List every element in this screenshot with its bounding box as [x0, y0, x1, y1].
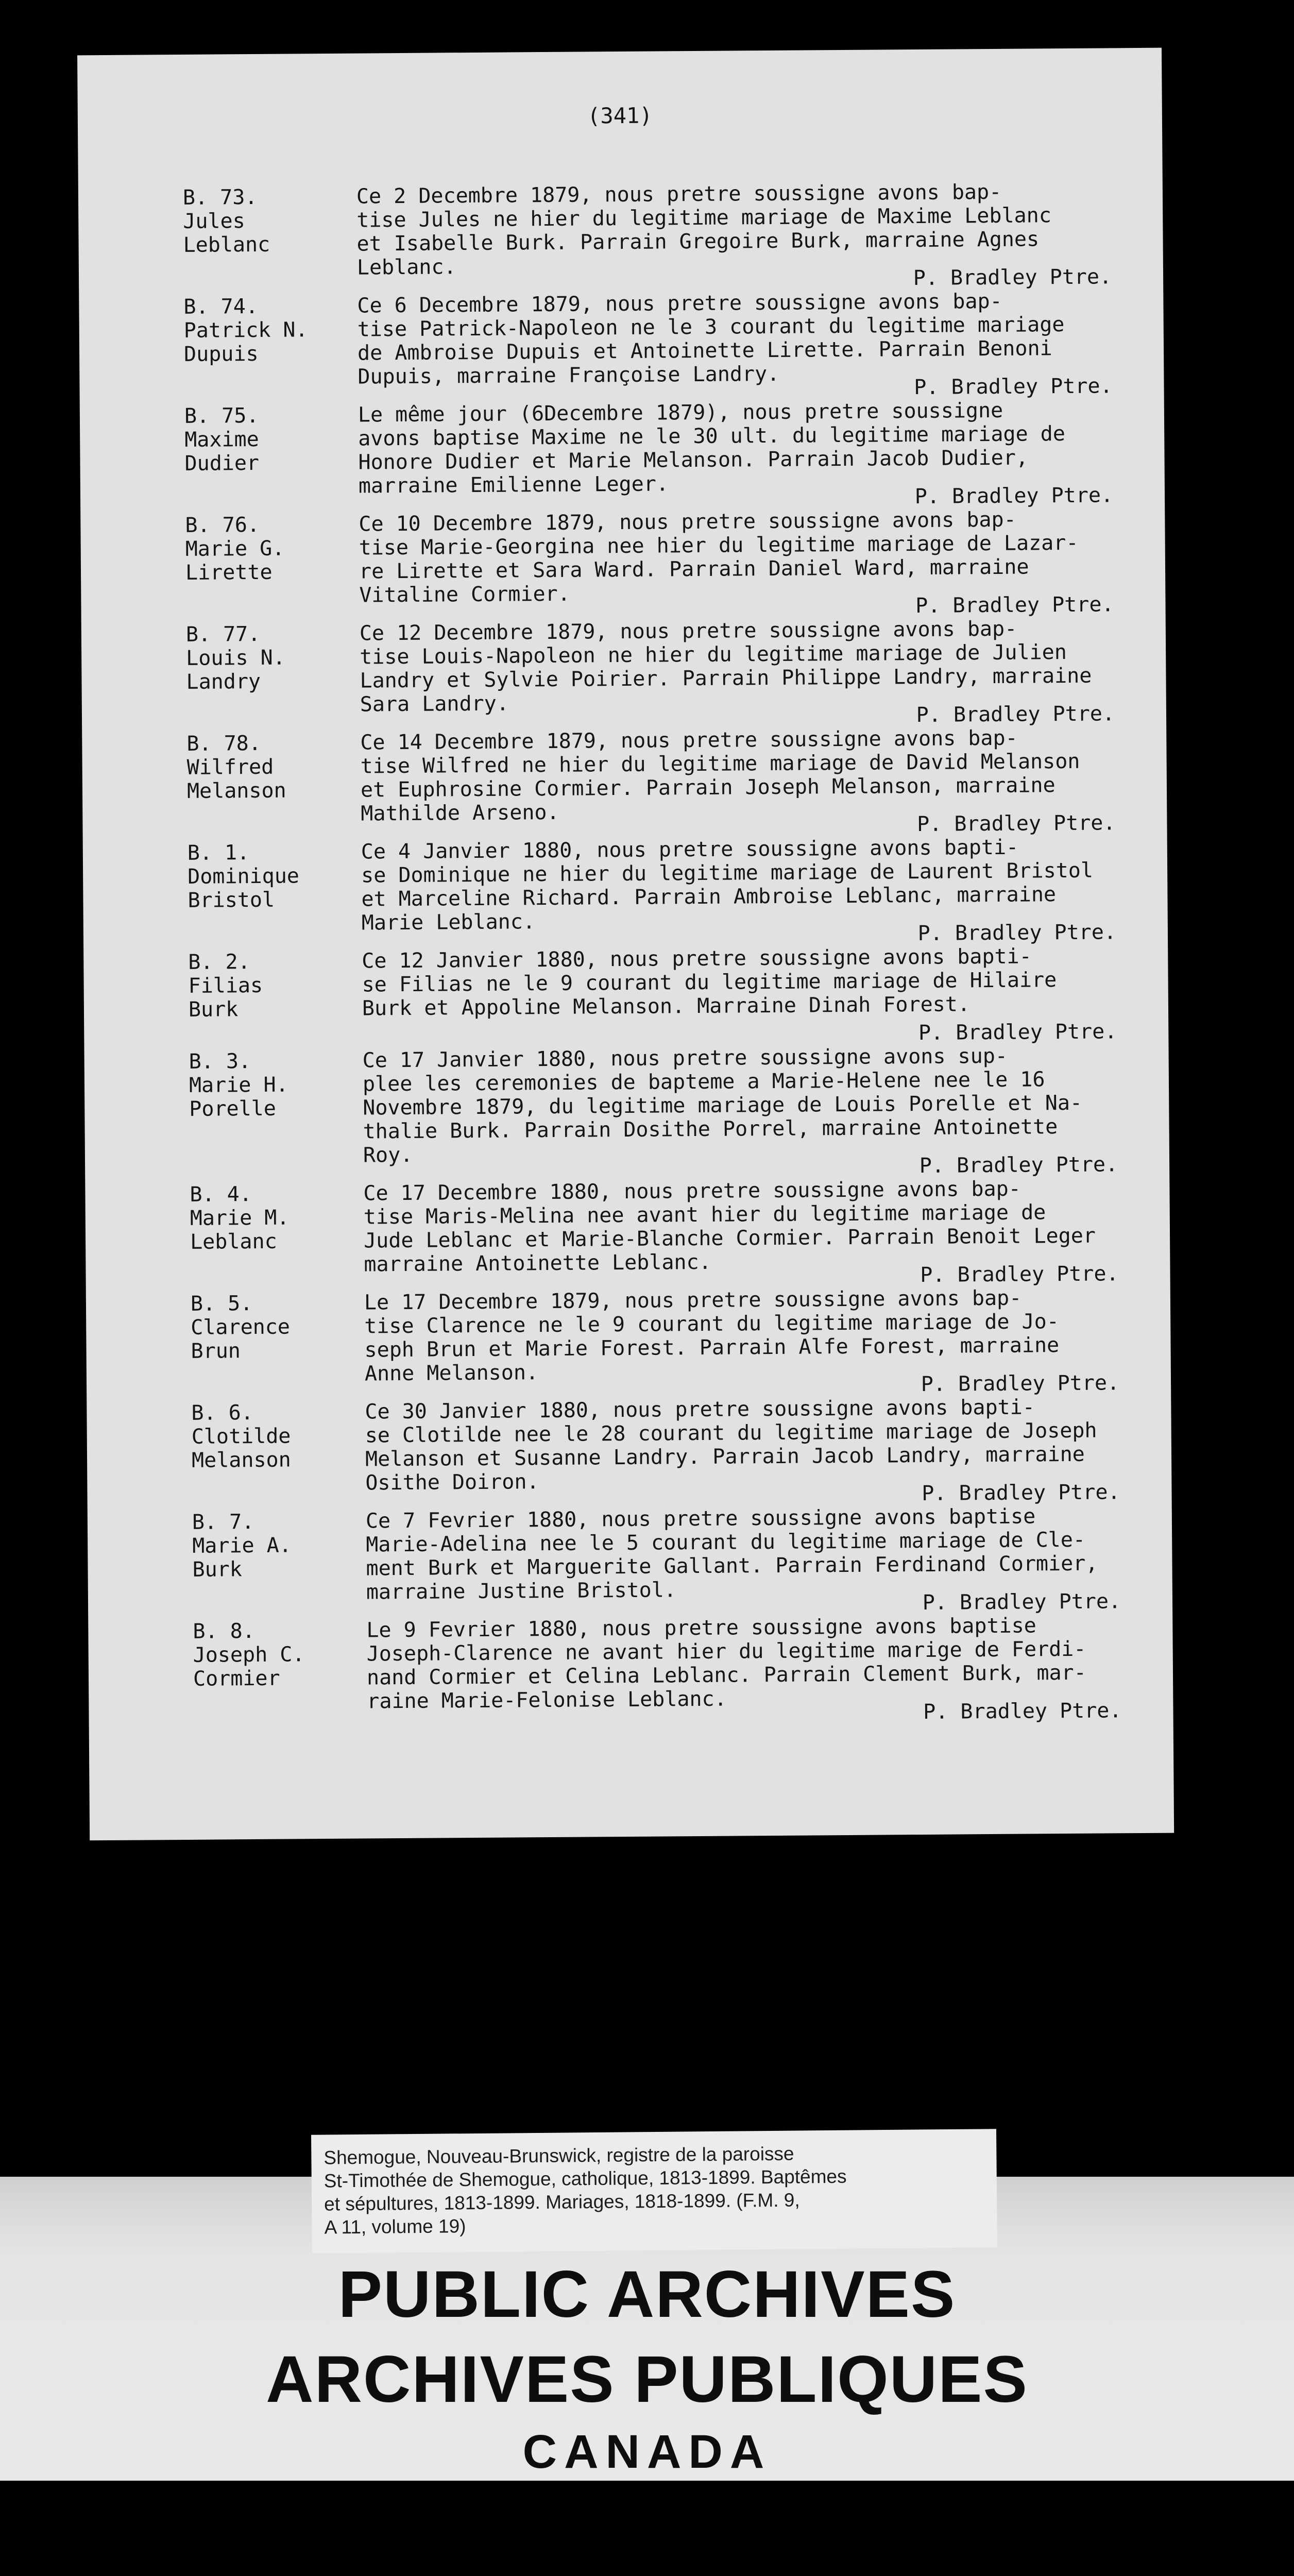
entry-signature: P. Bradley Ptre. [922, 1480, 1120, 1505]
baptism-entry [88, 1613, 1173, 1730]
baptism-entry [78, 179, 1163, 296]
entry-label: B. 73. Jules Leblanc [182, 185, 270, 257]
entry-text: Ce 2 Decembre 1879, nous pretre soussigne avons bap- tise Jules ne hier du legitime mariage de Maxime Leblanc et Isabelle Burk. Parrain Gregoire Burk, marraine Agnes Leblanc. [356, 180, 1051, 280]
baptism-entry [88, 1504, 1172, 1621]
entry-signature: P. Bradley Ptre. [918, 1020, 1117, 1045]
entry-text: Ce 4 Janvier 1880, nous pretre soussigne avons bapti- se Dominique ne hier du legitime mariage de Laurent Bristol et Marceline Richard. Parrain Ambroise Leblanc, marraine Marie Leblanc. [361, 835, 1094, 935]
entry-text: Ce 12 Janvier 1880, nous pretre soussigne avons bapti- se Filias ne le 9 courant du legitime mariage de Hilaire Burk et Appoline Melanson. Marraine Dinah Forest. [362, 944, 1057, 1021]
entry-signature: P. Bradley Ptre. [917, 811, 1116, 837]
entry-label: B. 74. Patrick N. Dupuis [183, 294, 308, 366]
entry-label: B. 4. Marie M. Leblanc [190, 1182, 290, 1254]
entry-text: Le 9 Fevrier 1880, nous pretre soussigne avons baptise Joseph-Clarence ne avant hier du legitime marige de Ferdi- nand Cormier et Celina Leblanc. Parrain Clement Burk, mar- raine Marie-Felonise Leblanc. [366, 1614, 1086, 1714]
baptism-entry [81, 616, 1166, 733]
entry-text: Ce 14 Decembre 1879, nous pretre soussigne avons bap- tise Wilfred ne hier du legitime mariage de David Melanson et Euphrosine Cormier. Parrain Joseph Melanson, marraine Mathilde Arseno. [360, 726, 1080, 826]
banner-line-canada: CANADA [522, 2426, 772, 2478]
entry-label: B. 6. Clotilde Melanson [191, 1401, 291, 1472]
banner-line-archives-publiques: ARCHIVES PUBLIQUES [266, 2343, 1028, 2416]
baptism-entry [79, 289, 1164, 405]
entry-signature: P. Bradley Ptre. [921, 1371, 1120, 1396]
entry-label: B. 78. Wilfred Melanson [186, 731, 286, 803]
entry-signature: P. Bradley Ptre. [914, 374, 1113, 400]
source-citation-card: Shemogue, Nouveau-Brunswick, registre de la paroisse St-Timothée de Shemogue, catholique, 1813-1899. Baptêmes et sépultures, 1813-1899. Mariages, 1818-1899. (F.M. 9, A 11, volume 19) [311, 2129, 997, 2253]
entry-label: B. 7. Marie A. Burk [192, 1510, 292, 1582]
entry-text: Ce 6 Decembre 1879, nous pretre soussigne avons bap- tise Patrick-Napoleon ne le 3 courant du legitime mariage de Ambroise Dupuis et Antoinette Lirette. Parrain Benoni Dupuis, marraine Françoise Landry. [357, 289, 1065, 389]
entry-text: Ce 30 Janvier 1880, nous pretre soussigne avons bapti- se Clotilde nee le 28 courant du legitime mariage de Joseph Melanson et Susanne Landry. Parrain Jacob Landry, marraine Osithe Doiron. [365, 1395, 1097, 1495]
entry-label: B. 76. Marie G. Lirette [185, 513, 285, 585]
entry-label: B. 1. Dominique Bristol [187, 841, 300, 912]
baptism-entry [82, 725, 1167, 842]
page-number: (341) [587, 103, 653, 129]
entry-signature: P. Bradley Ptre. [919, 1153, 1118, 1178]
entry-text: Ce 10 Decembre 1879, nous pretre soussigne avons bap- tise Marie-Georgina nee hier du legitime mariage de Lazar- re Lirette et Sara Ward. Parrain Daniel Ward, marraine Vitaline Cormier. [359, 507, 1079, 607]
entry-label: B. 5. Clarence Brun [190, 1292, 291, 1363]
entry-label: B. 75. Maxime Dudier [184, 403, 260, 476]
baptism-entry [86, 1285, 1171, 1402]
entry-text: Ce 17 Janvier 1880, nous pretre soussigne avons sup- plee les ceremonies de bapteme a Marie-Helene nee le 16 Novembre 1879, du legitime mariage de Louis Porelle et Na- thalie Burk. Parrain Dosithe Porrel, marraine Antoinette Roy. [362, 1044, 1083, 1167]
entry-signature: P. Bradley Ptre. [917, 920, 1117, 945]
entry-label: B. 2. Filias Burk [188, 950, 263, 1022]
entry-label: B. 77. Louis N. Landry [185, 622, 286, 694]
entry-signature: P. Bradley Ptre. [922, 1589, 1121, 1615]
entry-text: Le même jour (6Decembre 1879), nous pretre soussigne avons baptise Maxime ne le 30 ult. du legitime mariage de Honore Dudier et Marie Melanson. Parrain Jacob Dudier, marraine Emilienne Leger. [357, 398, 1066, 498]
baptism-entry [80, 507, 1165, 624]
entry-signature: P. Bradley Ptre. [913, 265, 1112, 291]
entry-signature: P. Bradley Ptre. [914, 483, 1114, 509]
register-page [77, 48, 1174, 1841]
baptism-entry [87, 1395, 1171, 1512]
entry-signature: P. Bradley Ptre. [920, 1262, 1119, 1287]
entry-signature: P. Bradley Ptre. [916, 702, 1115, 727]
entry-text: Ce 17 Decembre 1880, nous pretre soussigne avons bap- tise Maris-Melina nee avant hier du legitime mariage de Jude Leblanc et Marie-Blanche Cormier. Parrain Benoit Leger marraine Antoinette Leblanc. [363, 1177, 1096, 1277]
baptism-entry [80, 398, 1165, 515]
entry-text: Ce 12 Decembre 1879, nous pretre soussigne avons bap- tise Louis-Napoleon ne hier du legitime mariage de Julien Landry et Sylvie Poirier. Parrain Philippe Landry, marraine Sara Landry. [359, 617, 1092, 717]
entry-label: B. 3. Marie H. Porelle [189, 1049, 288, 1121]
banner-line-public-archives: PUBLIC ARCHIVES [338, 2258, 956, 2331]
baptism-entries [78, 179, 1173, 1730]
entry-text: Ce 7 Fevrier 1880, nous pretre soussigne avons baptise Marie-Adelina nee le 5 courant du legitime mariage de Cle- ment Burk et Marguerite Gallant. Parrain Ferdinand Cormier, marraine Justine Bristol. [365, 1504, 1098, 1604]
entry-text: Le 17 Decembre 1879, nous pretre soussigne avons bap- tise Clarence ne le 9 courant du legitime mariage de Jo- seph Brun et Marie Forest. Parrain Alfe Forest, marraine Anne Melanson. [364, 1286, 1060, 1386]
entry-signature: P. Bradley Ptre. [915, 592, 1114, 618]
baptism-entry [85, 1176, 1170, 1293]
baptism-entry [83, 944, 1168, 1051]
entry-label: B. 8. Joseph C. Cormier [193, 1619, 305, 1691]
baptism-entry [84, 1043, 1170, 1184]
baptism-entry [83, 835, 1168, 952]
entry-signature: P. Bradley Ptre. [923, 1699, 1122, 1724]
